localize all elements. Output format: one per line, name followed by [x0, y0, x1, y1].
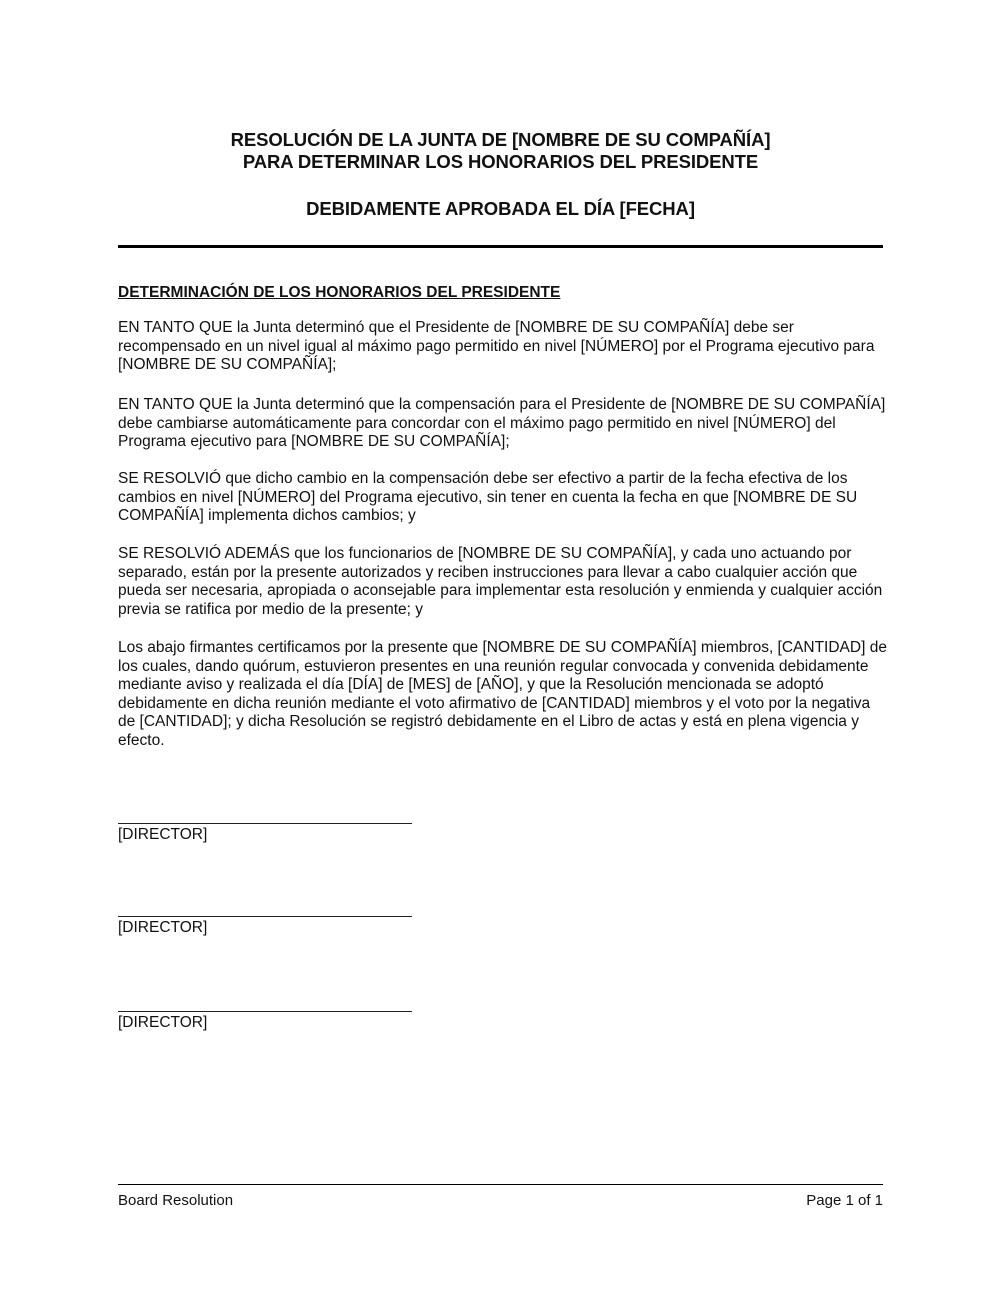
subtitle-text: DEBIDAMENTE APROBADA EL DÍA [FECHA]	[306, 198, 695, 219]
signature-label: [DIRECTOR]	[118, 1014, 208, 1031]
paragraph-resolved-1: SE RESOLVIÓ que dicho cambio en la compensación debe ser efectivo a partir de la fecha efectiva de los cambios en nivel [NÚMERO] del Programa ejecutivo, sin tener en cuenta la fecha en que [NOMBRE DE SU COMPAÑÍA] implementa dichos cambios; y	[118, 470, 858, 525]
paragraph-certification: Los abajo firmantes certificamos por la presente que [NOMBRE DE SU COMPAÑÍA] miembros, [CANTIDAD] de los cuales, dando quórum, estuvieron presentes en una reunión regular convocada y convenida debidamente mediante aviso y realizada el día [DÍA] de [MES] de [AÑO], y que la Resolución mencionada se adoptó debidamente en dicha reunión mediante el voto afirmativo de [CANTIDAD] miembros y el voto por la negativa de [CANTIDAD]; y dicha Resolución se registró debidamente en el Libro de actas y está en plena vigencia y efecto.	[118, 639, 887, 749]
title-line-2: PARA DETERMINAR LOS HONORARIOS DEL PRESIDENTE	[242, 151, 759, 172]
signature-block-1	[118, 823, 412, 844]
header-divider	[118, 245, 883, 248]
document-title	[118, 129, 883, 173]
signature-label: [DIRECTOR]	[118, 826, 208, 843]
footer-document-name: Board Resolution	[118, 1192, 234, 1209]
title-line-1: RESOLUCIÓN DE LA JUNTA DE [NOMBRE DE SU COMPAÑÍA]	[230, 129, 771, 150]
signature-line	[118, 823, 412, 824]
footer-divider	[118, 1184, 883, 1185]
paragraph-whereas-1: EN TANTO QUE la Junta determinó que el Presidente de [NOMBRE DE SU COMPAÑÍA] debe ser recompensado en un nivel igual al máximo pago permitido en nivel [NÚMERO] por el Programa ejecutivo para [NOMBRE DE SU COMPAÑÍA];	[118, 319, 875, 374]
paragraph-resolved-2: SE RESOLVIÓ ADEMÁS que los funcionarios de [NOMBRE DE SU COMPAÑÍA], y cada uno actuando por separado, están por la presente autorizados y reciben instrucciones para llevar a cabo cualquier acción que pueda ser necesaria, apropiada o aconsejable para implementar esta resolución y enmienda y cualquier acción previa se ratifica por medio de la presente; y	[118, 545, 883, 618]
signature-line	[118, 1011, 412, 1012]
signature-block-2	[118, 916, 412, 937]
section-heading: DETERMINACIÓN DE LOS HONORARIOS DEL PRESIDENTE	[118, 284, 561, 301]
footer-page-number: Page 1 of 1	[806, 1192, 883, 1209]
signature-block-3	[118, 1011, 412, 1032]
signature-label: [DIRECTOR]	[118, 919, 208, 936]
document-subtitle	[118, 198, 883, 220]
paragraph-whereas-2: EN TANTO QUE la Junta determinó que la compensación para el Presidente de [NOMBRE DE SU COMPAÑÍA] debe cambiarse automáticamente para concordar con el máximo pago permitido en nivel [NÚMERO] del Programa ejecutivo para [NOMBRE DE SU COMPAÑÍA];	[118, 396, 886, 451]
signature-line	[118, 916, 412, 917]
